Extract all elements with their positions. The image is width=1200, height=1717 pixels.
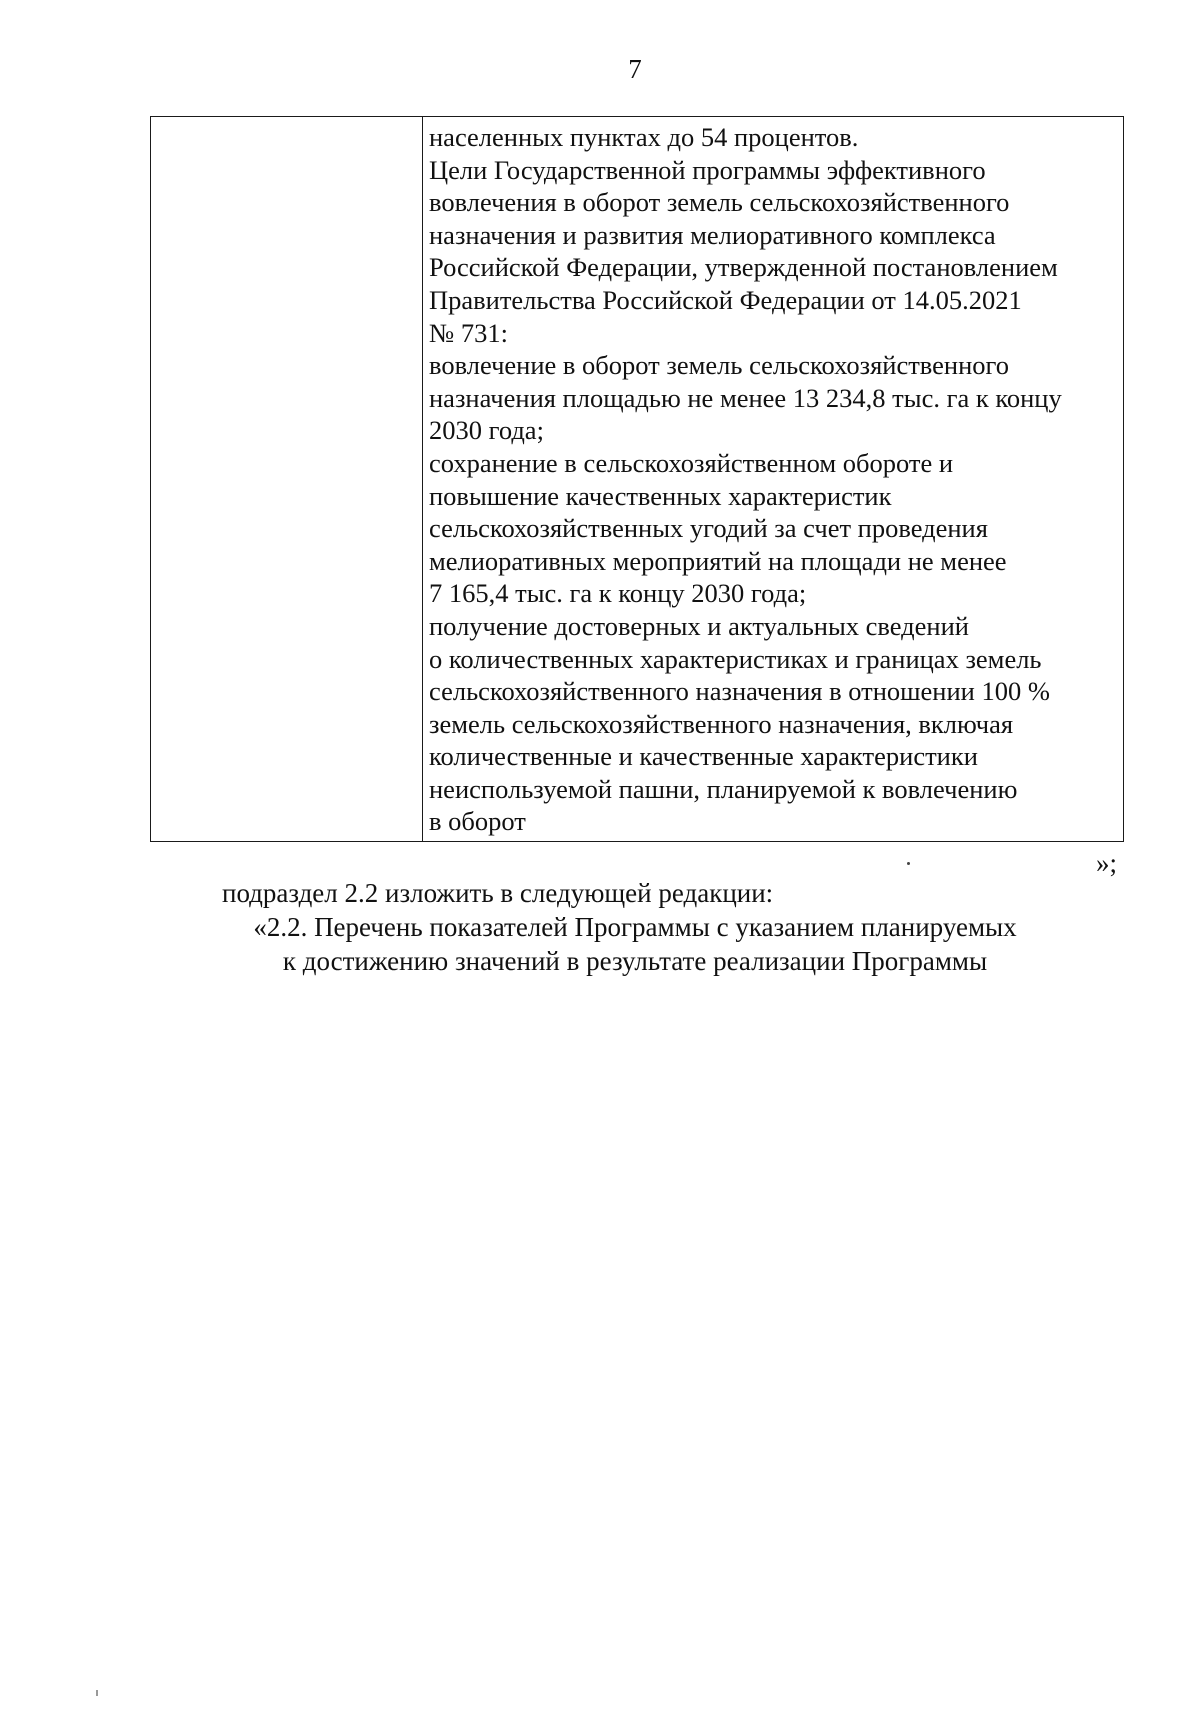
heading-line: к достижению значений в результате реализации Программы [282, 946, 988, 976]
cell-text-line: о количественных характеристиках и границах земель [429, 643, 1042, 674]
cell-text-line: 2030 года; [429, 415, 544, 446]
cell-text-line: количественные и качественные характеристики [429, 741, 978, 772]
closing-quote: »; [1096, 848, 1118, 878]
cell-text-line: 7 165,4 тыс. га к концу 2030 года; [429, 578, 807, 609]
cell-text-line: Правительства Российской Федерации от 14.05.2021 [429, 284, 1022, 315]
cell-text-line: получение достоверных и актуальных сведений [429, 610, 969, 641]
cell-text-line: повышение качественных характеристик [429, 480, 892, 511]
cell-text-line: земель сельскохозяйственного назначения, включая [429, 708, 1014, 739]
cell-text-line: Цели Государственной программы эффективного [429, 154, 986, 185]
table-cell-left [151, 117, 423, 841]
cell-text-line: № 731: [429, 317, 509, 348]
cell-text-line: населенных пунктах до 54 процентов. [429, 122, 859, 152]
cell-text-line: сельскохозяйственных угодий за счет проведения [429, 513, 988, 544]
page-number: 7 [628, 54, 642, 84]
cell-text-line: вовлечения в оборот земель сельскохозяйственного [429, 187, 1010, 218]
cell-text-line: назначения площадью не менее 13 234,8 тыс. га к концу [429, 382, 1062, 413]
section-heading [0, 910, 1200, 978]
cell-text-line: в оборот [429, 806, 526, 837]
cell-text-line: назначения и развития мелиоративного комплекса [429, 219, 996, 250]
cell-text-line: Российской Федерации, утвержденной постановлением [429, 252, 1058, 283]
document-table [150, 116, 1124, 842]
instruction-text: подраздел 2.2 изложить в следующей редакции: [222, 878, 774, 908]
cell-text-line: неиспользуемой пашни, планируемой к вовлечению [429, 773, 1018, 804]
cell-text-line: вовлечение в оборот земель сельскохозяйственного [429, 350, 1009, 381]
table-cell-right [423, 117, 1123, 841]
cell-text-line: сохранение в сельскохозяйственном обороте и [429, 447, 954, 478]
cell-text-line: мелиоративных мероприятий на площади не менее [429, 545, 1007, 576]
scan-mark [96, 1690, 98, 1696]
heading-line: «2.2. Перечень показателей Программы с указанием планируемых [253, 912, 1017, 942]
cell-text-line: сельскохозяйственного назначения в отношении 100 % [429, 676, 1050, 707]
scan-dot [907, 862, 910, 865]
